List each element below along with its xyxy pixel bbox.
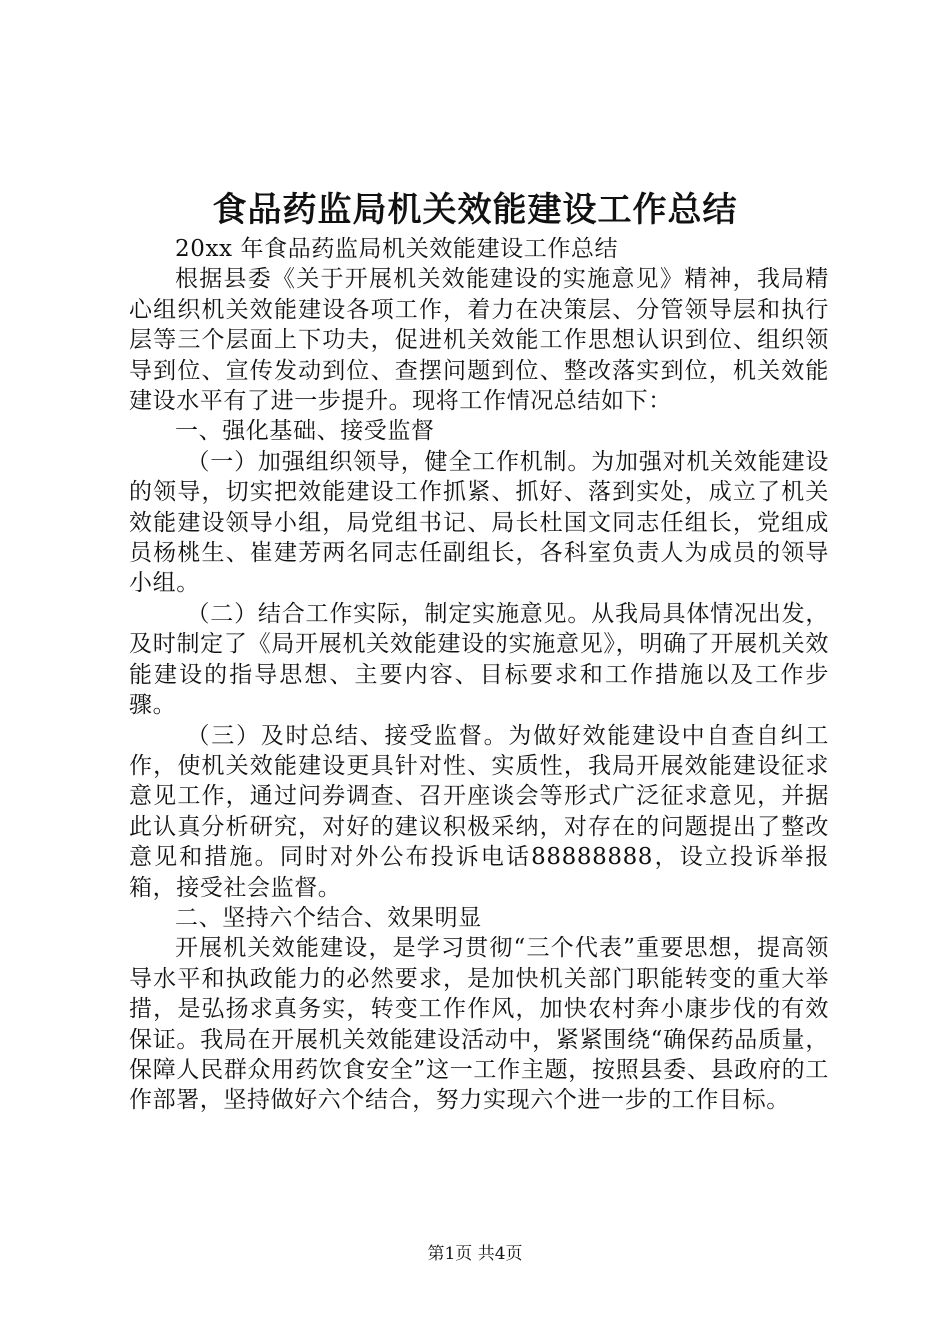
section-2-paragraph: 开展机关效能建设，是学习贯彻“三个代表”重要思想，提高领导水平和执政能力的必然要求，是加快机关部门职能转变的重大举措，是弘扬求真务实，转变工作作风，加快农村奔小康步伐的有效保证。我局在开展机关效能建设活动中，紧紧围绕“确保药品质量，保障人民群众用药饮食安全”这一工作主题，按照县委、县政府的工作部署，坚持做好六个结合，努力实现六个进一步的工作目标。 <box>129 935 829 1114</box>
subtitle-paragraph: 20xx 年食品药监局机关效能建设工作总结 <box>175 236 619 262</box>
subsection-paragraph-3: （三）及时总结、接受监督。为做好效能建设中自查自纠工作，使机关效能建设更具针对性、实质性，我局开展效能建设征求意见工作，通过问券调查、召开座谈会等形式广泛征求意见，并据此认真分析研究，对好的建议积极采纳，对存在的问题提出了整改意见和措施。同时对外公布投诉电话88888888，设立投诉举报箱，接受社会监督。 <box>129 722 829 901</box>
intro-paragraph: 根据县委《关于开展机关效能建设的实施意见》精神，我局精心组织机关效能建设各项工作，着力在决策层、分管领导层和执行层等三个层面上下功夫，促进机关效能工作思想认识到位、组织领导到位、宣传发动到位、查摆问题到位、整改落实到位，机关效能建设水平有了进一步提升。现将工作情况总结如下： <box>129 266 829 415</box>
section-heading-2: 二、坚持六个结合、效果明显 <box>175 904 482 931</box>
document-body <box>129 234 829 1116</box>
section-heading-1: 一、强化基础、接受监督 <box>175 418 435 445</box>
subsection-paragraph-1: （一）加强组织领导，健全工作机制。为加强对机关效能建设的领导，切实把效能建设工作抓紧、抓好、落到实处，成立了机关效能建设领导小组，局党组书记、局长杜国文同志任组长，党组成员杨桃生、崔建芳两名同志任副组长，各科室负责人为成员的领导小组。 <box>129 448 829 597</box>
subsection-paragraph-2: （二）结合工作实际，制定实施意见。从我局具体情况出发，及时制定了《局开展机关效能建设的实施意见》，明确了开展机关效能建设的指导思想、主要内容、目标要求和工作措施以及工作步骤。 <box>129 600 829 719</box>
document-title: 食品药监局机关效能建设工作总结 <box>212 190 738 230</box>
page-number-footer: 第1页 共4页 <box>427 1244 523 1264</box>
